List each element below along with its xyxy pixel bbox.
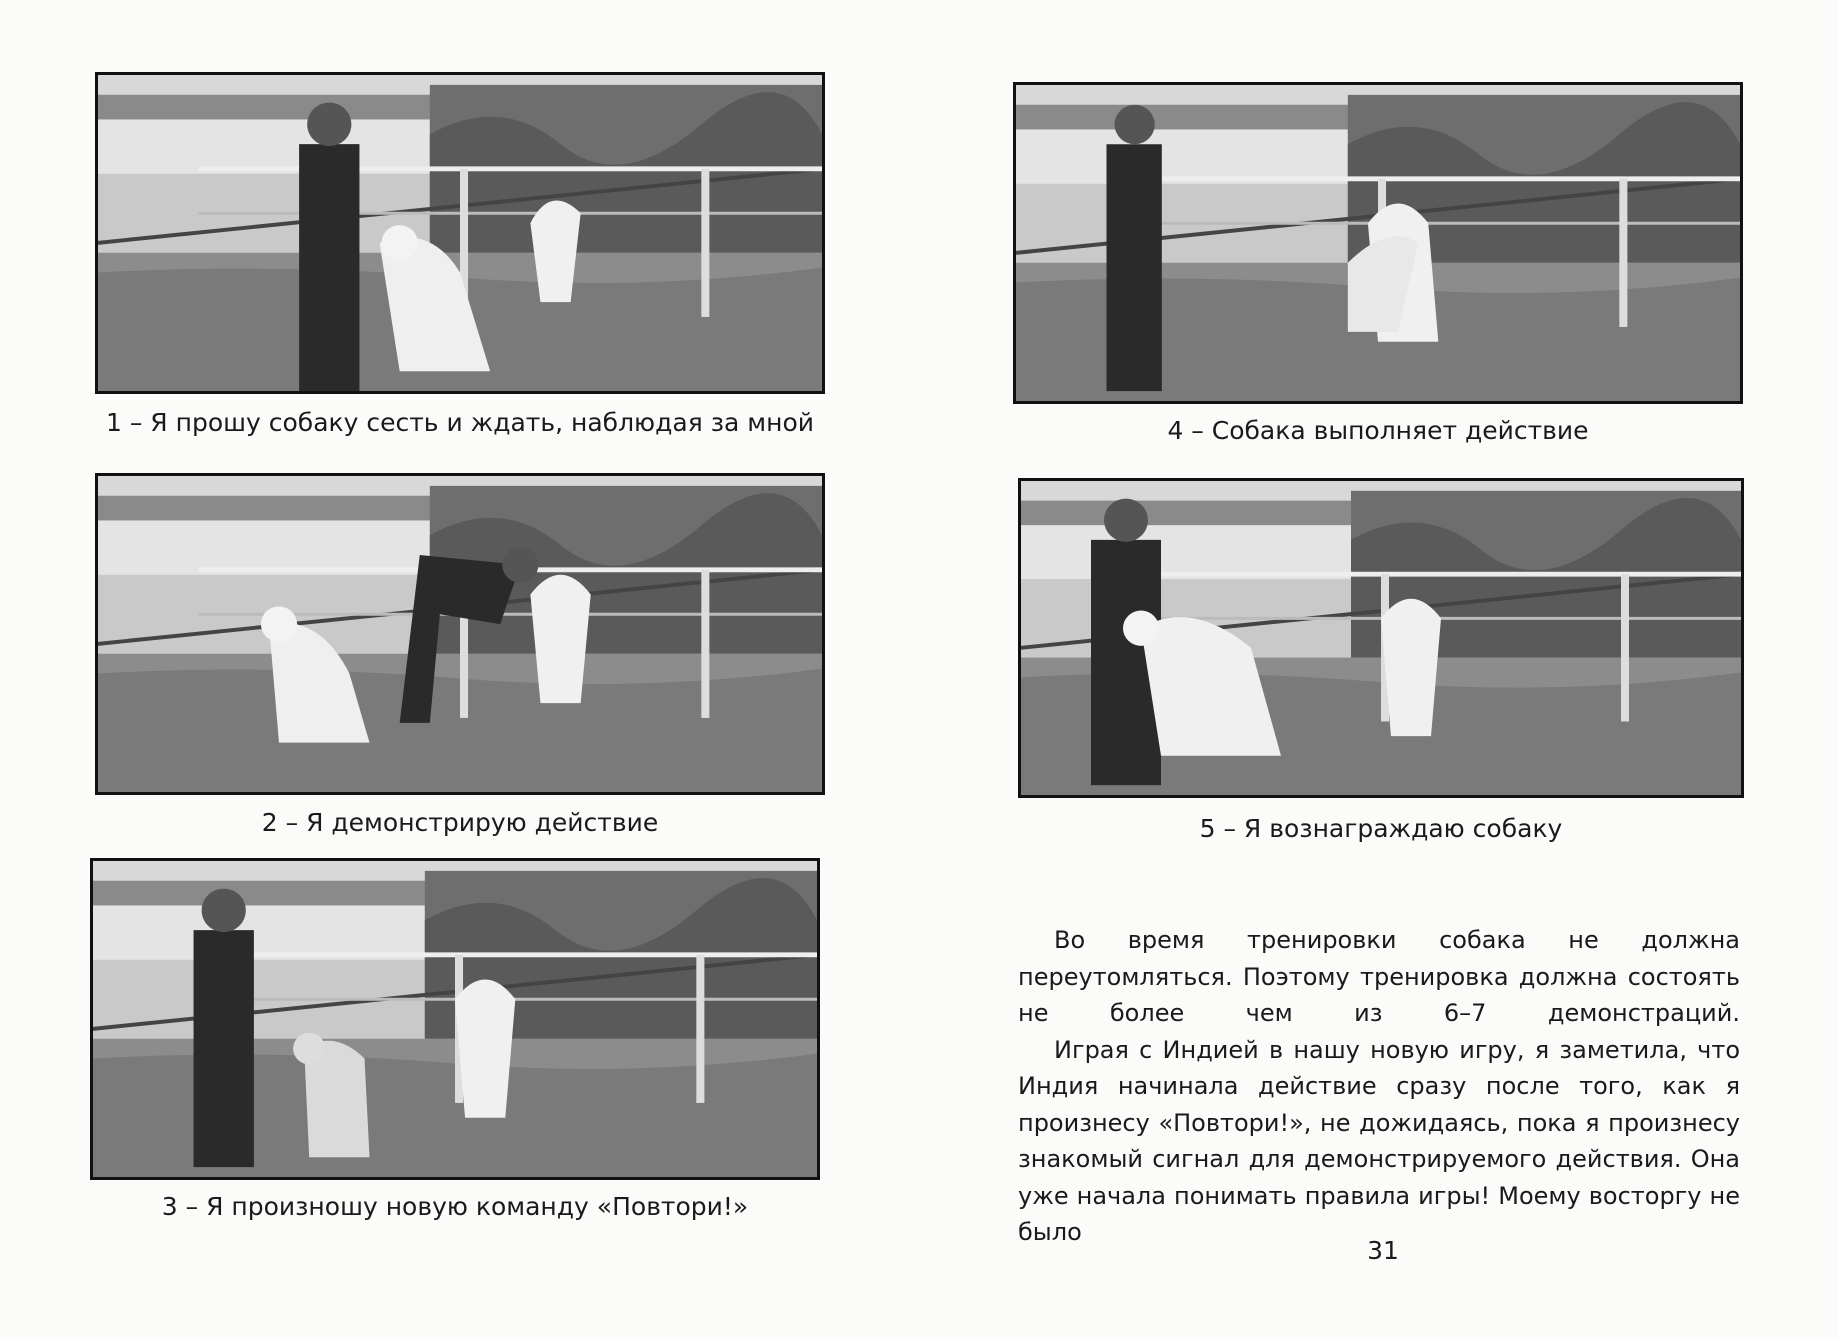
figure-5-photo	[1018, 478, 1744, 798]
figure-5-caption: 5 – Я вознаграждаю собаку	[1199, 814, 1563, 843]
body-text	[1018, 922, 1740, 1251]
photo-woman-command	[93, 861, 817, 1177]
photo-dog-jumping-on-chair	[1016, 85, 1740, 401]
page-number: 31	[1367, 1236, 1399, 1265]
photo-woman-rewarding-dog	[1021, 481, 1741, 795]
photo-woman-demonstrating	[98, 476, 822, 792]
figure-4-caption: 4 – Собака выполняет действие	[1167, 416, 1589, 445]
photo-woman-standing-dog-sitting	[98, 75, 822, 391]
paragraph-2: Играя с Индией в нашу новую игру, я заметила, что Индия начинала действие сразу после того, как я произнесу «Повтори!», не дожидаясь, пока я произнесу знакомый сигнал для демонстрируемого действия. Она уже начала понимать правила игры! Моему восторгу не было	[1018, 1035, 1740, 1246]
figure-3-photo	[90, 858, 820, 1180]
figure-2-photo	[95, 473, 825, 795]
figure-1-photo	[95, 72, 825, 394]
figure-2-caption: 2 – Я демонстрирую действие	[261, 808, 659, 837]
figure-3-caption: 3 – Я произношу новую команду «Повтори!»	[161, 1192, 749, 1221]
paragraph-1: Во время тренировки собака не должна переутомляться. Поэтому тренировка должна состоять не более чем из 6–7 демонстраций.	[1018, 926, 1740, 1027]
figure-1-caption: 1 – Я прошу собаку сесть и ждать, наблюдая за мной	[106, 408, 814, 437]
figure-4-photo	[1013, 82, 1743, 404]
